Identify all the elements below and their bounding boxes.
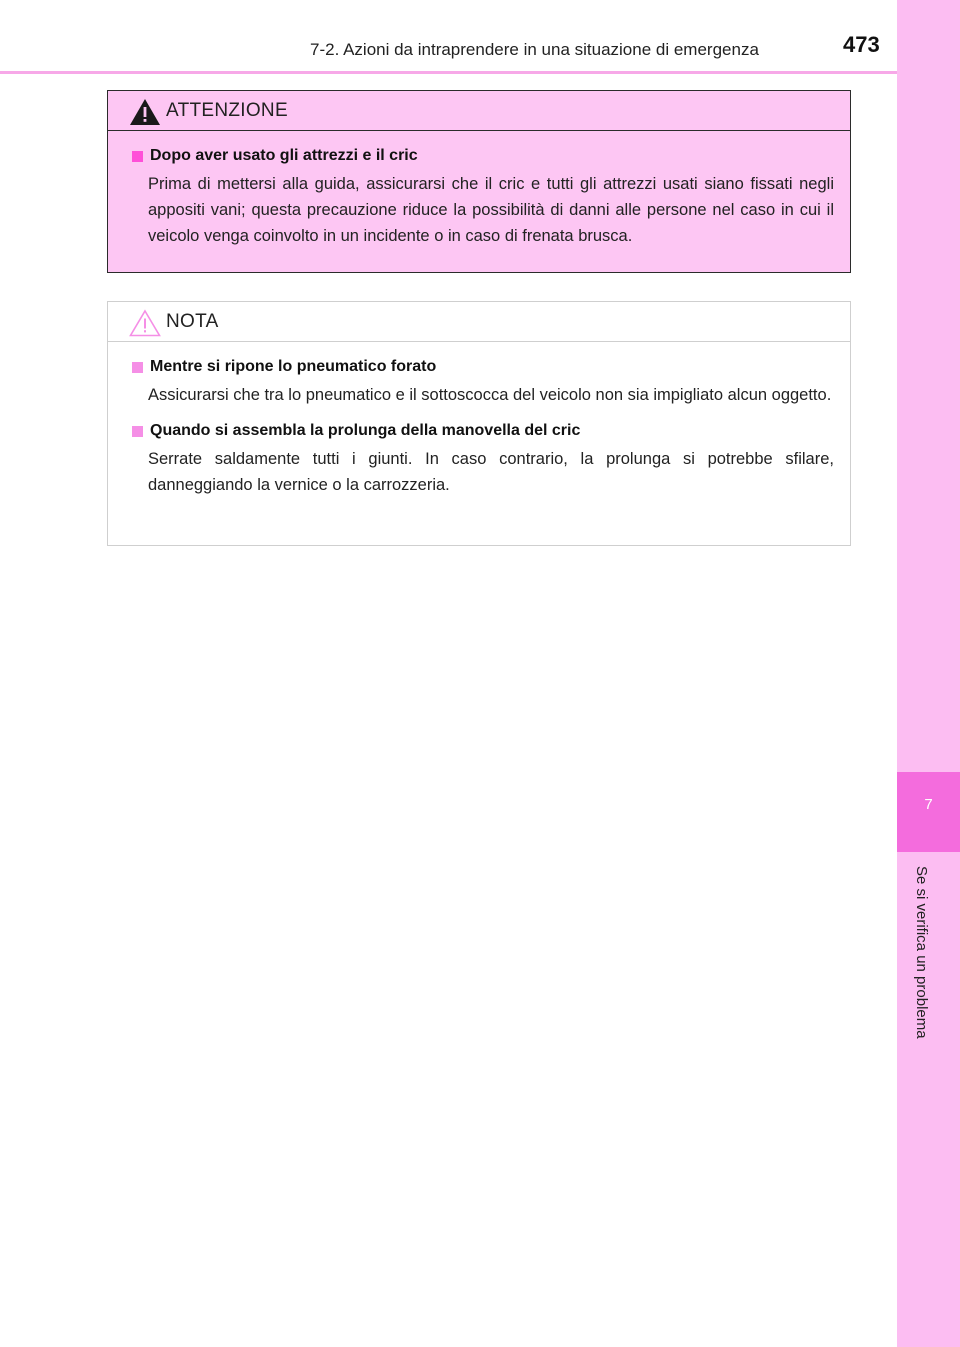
- warning-triangle-outline-icon: [129, 309, 161, 337]
- caution-item-text: Prima di mettersi alla guida, assicurarsi che il cric e tutti gli attrezzi usati siano fissati negli appositi vani; questa precauzione riduce la possibilità di danni alle persone nel caso in cui il veicolo venga coinvolto in un incidente o in caso di frenata brusca.: [148, 175, 834, 245]
- caution-body: [108, 131, 850, 272]
- notice-item-text: Assicurarsi che tra lo pneumatico e il sottoscocca del veicolo non sia impigliato alcun oggetto.: [148, 386, 832, 404]
- square-bullet-icon: [132, 151, 143, 162]
- notice-item-title: [132, 358, 834, 376]
- chapter-tab[interactable]: [897, 772, 960, 852]
- caution-box: [107, 90, 851, 273]
- notice-header: [108, 302, 850, 342]
- header-rule: [0, 71, 897, 74]
- notice-box: [107, 301, 851, 546]
- caution-item-title-text: Dopo aver usato gli attrezzi e il cric: [150, 147, 418, 164]
- square-bullet-icon: [132, 426, 143, 437]
- caution-header: [108, 91, 850, 131]
- warning-triangle-icon: [129, 98, 161, 126]
- notice-item-title: [132, 422, 834, 440]
- caution-item-title: [132, 147, 834, 165]
- notice-label: NOTA: [166, 311, 219, 332]
- side-tab: [897, 0, 960, 1347]
- page-number: 473: [843, 32, 880, 57]
- caution-label: ATTENZIONE: [166, 100, 288, 121]
- chapter-title: Se si verifica un problema: [913, 866, 930, 1039]
- notice-item-title-text: Mentre si ripone lo pneumatico forato: [150, 358, 437, 375]
- header-title: 7-2. Azioni da intraprendere in una situazione di emergenza: [310, 40, 759, 59]
- notice-body: [108, 342, 850, 498]
- chapter-number: 7: [924, 796, 933, 813]
- notice-item-text: Serrate saldamente tutti i giunti. In caso contrario, la prolunga si potrebbe sfilare, danneggiando la vernice o la carrozzeria.: [148, 450, 834, 494]
- square-bullet-icon: [132, 362, 143, 373]
- notice-item-title-text: Quando si assembla la prolunga della manovella del cric: [150, 422, 581, 439]
